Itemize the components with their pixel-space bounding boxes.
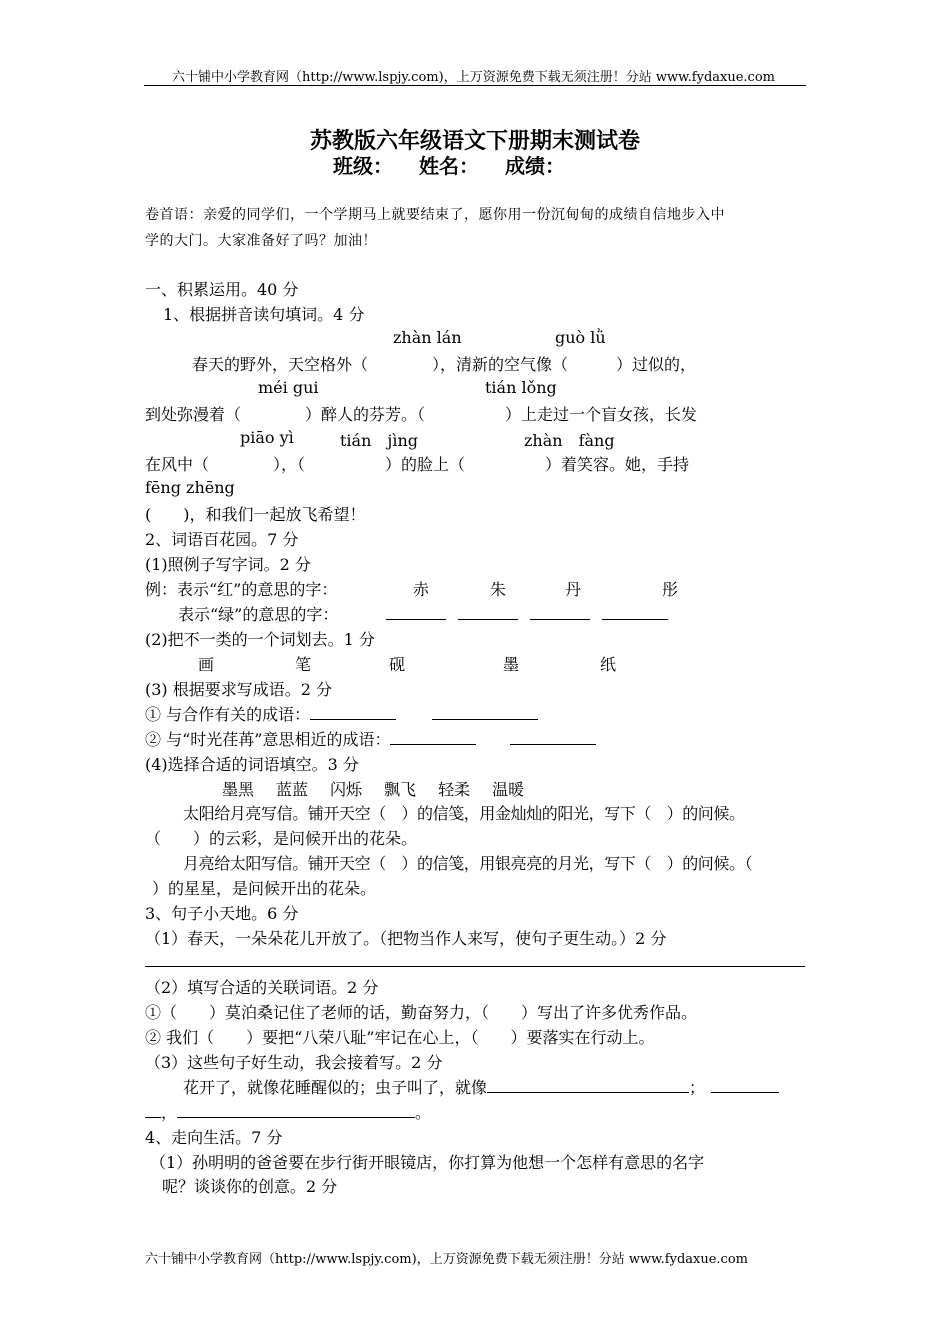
header-rule [144,85,806,86]
example-word: 丹 [565,580,582,599]
word-option: 轻柔 [438,780,471,799]
moon-letter-line-1: 月亮给太阳写信。铺开天空（ ）的信笺，用银亮亮的月光，写下（ ）的问候。（ [183,854,753,873]
pinyin-zhanfang: zhàn fàng [524,431,615,450]
continue-sentence-line-2 [145,1100,431,1123]
odd-word[interactable]: 笔 [295,655,312,674]
pinyin-guolv: guò lǜ [555,328,606,347]
green-answer-blanks [386,604,668,624]
idiom-time-label: ② 与“时光荏苒”意思相近的成语： [145,730,391,749]
idiom-time [145,727,596,750]
answer-blank[interactable] [390,729,476,745]
answer-blank[interactable] [432,704,538,720]
answer-blank[interactable] [458,604,518,620]
student-info [333,150,591,179]
word-option: 墨黑 [222,780,255,799]
q3-part-2: （2）填写合适的关联词语。2 分 [145,978,379,997]
q2-part-4: (4)选择合适的词语填空。3 分 [145,755,359,774]
q4-part-1-line-1: （1）孙明明的爸爸要在步行街开眼镜店，你打算为他想一个怎样有意思的名字 [150,1153,705,1172]
conjunction-line-2: ② 我们（ ）要把“八荣八耻”牢记在心上，（ ）要落实在行动上。 [145,1028,655,1047]
q2-heading: 2、词语百花园。7 分 [145,530,299,549]
example-word: 赤 [413,580,430,599]
semicolon: ； [689,1078,706,1097]
example-word: 朱 [490,580,507,599]
answer-blank[interactable] [177,1102,415,1118]
green-label: 表示“绿”的意思的字： [178,605,339,624]
odd-word[interactable]: 墨 [503,655,520,674]
q1-heading: 1、根据拼音读句填词。4 分 [163,305,365,324]
sun-letter-line-2: （ ）的云彩，是问候开出的花朵。 [145,829,418,848]
q1-line-4: ( )，和我们一起放飞希望！ [145,505,366,524]
page-header: 六十铺中小学教育网（http://www.lspjy.com)，上万资源免费下载无须注册！分站 www.fydaxue.com [172,70,775,85]
idiom-cooperation-label: ① 与合作有关的成语： [145,705,311,724]
word-bank [222,777,524,800]
pinyin-meigui: méi gui [258,378,319,397]
word-option: 闪烁 [330,780,363,799]
page-footer: 六十铺中小学教育网（http://www.lspjy.com)，上万资源免费下载无须注册！分站 www.fydaxue.com [145,1252,748,1267]
pinyin-piaoyi: piāo yì [240,428,294,447]
intro-line-2: 学的大门。大家准备好了吗？加油！ [145,233,377,249]
sun-letter-line-1: 太阳给月亮写信。铺开天空（ ）的信笺，用金灿灿的阳光，写下（ ）的问候。 [183,804,745,823]
answer-line[interactable] [145,966,805,967]
q4-part-1-line-2: 呢？谈谈你的创意。2 分 [162,1177,338,1196]
answer-blank[interactable] [602,604,668,620]
q2-part-1: (1)照例子写字词。2 分 [145,555,311,574]
q2-example-label: 例：表示“红”的意思的字： [145,580,338,599]
pinyin-tianjing: tián jìng [340,431,419,450]
page-title: 苏教版六年级语文下册期末测试卷 [310,128,641,154]
word-option: 蓝蓝 [276,780,309,799]
q3-part-1: （1）春天，一朵朵花儿开放了。（把物当作人来写，使句子更生动。）2 分 [145,929,667,948]
answer-blank[interactable] [487,1077,689,1093]
answer-blank[interactable] [510,729,596,745]
q2-part-2: (2)把不一类的一个词划去。1 分 [145,630,375,649]
comma: ， [161,1103,178,1122]
odd-word[interactable]: 纸 [600,655,617,674]
q1-line-3: 在风中（ ），（ ）的脸上（ ）着笑容。她，手持 [145,455,690,474]
continue-sentence-line-1 [183,1075,779,1098]
answer-blank[interactable] [386,604,446,620]
period: 。 [415,1103,432,1122]
odd-word[interactable]: 砚 [389,655,406,674]
q1-line-1: 春天的野外，天空格外（ ），清新的空气像（ ）过似的， [192,355,697,374]
odd-word[interactable]: 画 [198,655,215,674]
q3-heading: 3、句子小天地。6 分 [145,904,299,923]
pinyin-fengzheng: fēng zhēng [145,478,235,497]
score-label: 成绩： [505,154,565,178]
name-label: 姓名： [419,154,479,178]
q2-part-3: (3) 根据要求写成语。2 分 [145,680,333,699]
conjunction-line-1: ①（ ）莫泊桑记住了老师的话，勤奋努力，（ ）写出了许多优秀作品。 [145,1003,698,1022]
word-option: 飘飞 [384,780,417,799]
pinyin-zhanlan: zhàn lán [393,328,462,347]
q4-heading: 4、走向生活。7 分 [145,1128,283,1147]
example-word: 彤 [662,580,679,599]
answer-blank[interactable] [530,604,590,620]
moon-letter-line-2: ）的星星，是问候开出的花朵。 [152,879,377,898]
intro-line-1: 卷首语：亲爱的同学们，一个学期马上就要结束了，愿你用一份沉甸甸的成绩自信地步入中 [145,207,725,223]
class-label: 班级： [333,154,393,178]
pinyin-tianlong: tián lǒng [485,378,557,397]
section-1-heading: 一、积累运用。40 分 [145,280,299,299]
q3-part-3: （3）这些句子好生动，我会接着写。2 分 [145,1053,443,1072]
answer-blank[interactable] [145,1102,161,1118]
idiom-cooperation [145,702,538,725]
continue-sentence-text: 花开了，就像花睡醒似的；虫子叫了，就像 [183,1078,488,1097]
word-option: 温暖 [492,780,525,799]
answer-blank[interactable] [711,1077,779,1093]
answer-blank[interactable] [310,704,396,720]
q1-line-2: 到处弥漫着（ ）醉人的芬芳。（ ）上走过一个盲女孩，长发 [145,405,698,424]
